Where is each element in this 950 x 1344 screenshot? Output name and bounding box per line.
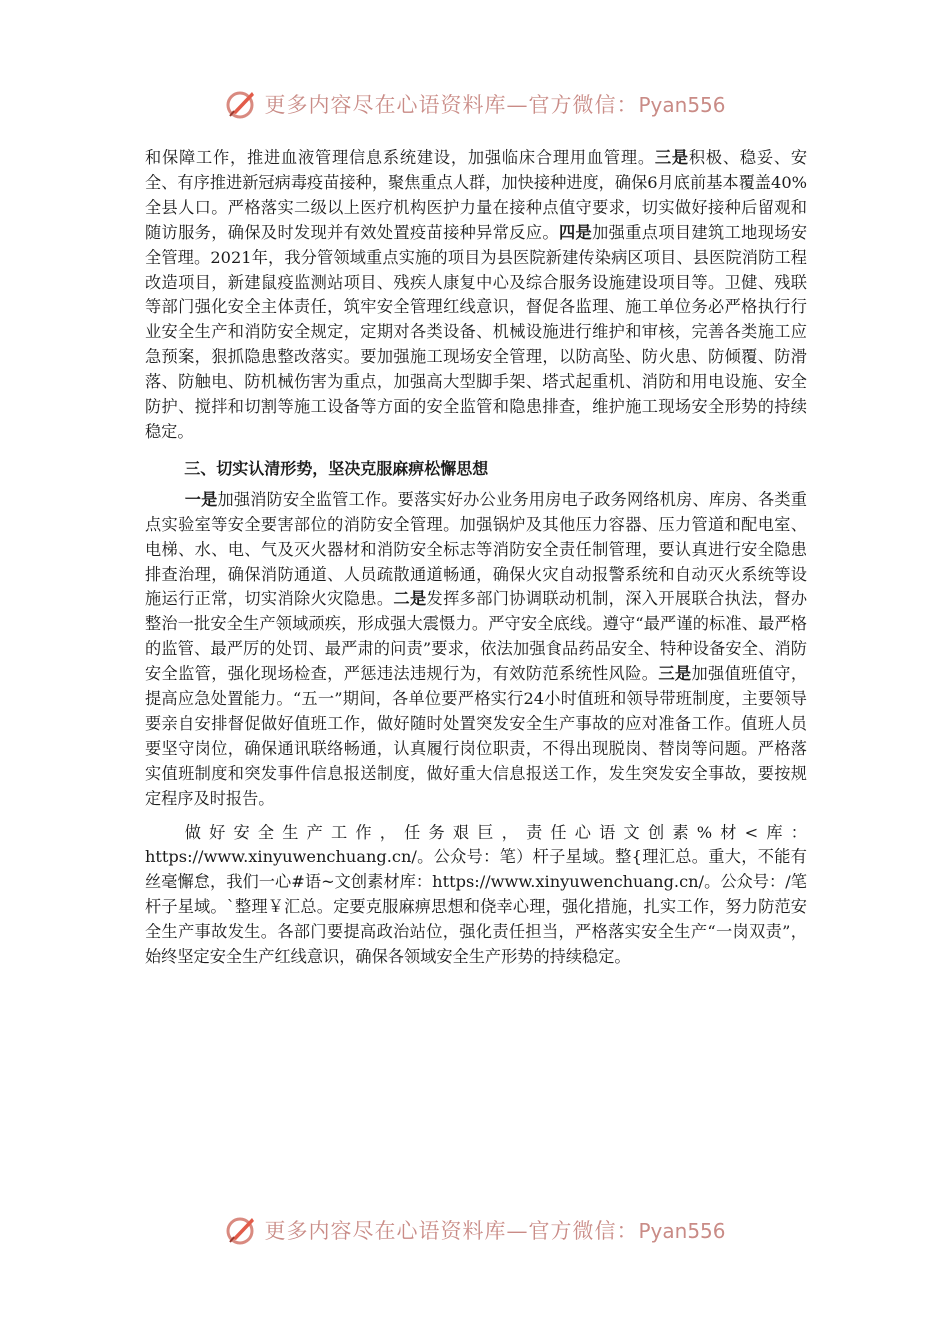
quill-logo-icon (224, 1213, 258, 1247)
section-heading-3: 三、切实认清形势，坚决克服麻痹松懈思想 (184, 458, 489, 478)
paragraph-measures: 一是加强消防安全监管工作。要落实好办公业务用房电子政务网络机房、库房、各类重点实验室等安全要害部位的消防安全管理。加强锅炉及其他压力容器、压力管道和配电室、电梯、水、电、气及灭火器材和消防安全标志等消防安全责任制管理，要认真进行安全隐患排查治理，确保消防通道、人员疏散通道畅通，确保火灾自动报警系统和自动灭火系统等设施运行正常，切实消除火灾隐患。二是发挥多部门协调联动机制，深入开展联合执法，督办整治一批安全生产领域顽疾，形成强大震慑力。严守安全底线。遵守“最严谨的标准、最严格的监管、最严厉的处罚、最严肃的问责”要求，依法加强食品药品安全、特种设备安全、消防安全监管，强化现场检查，严惩违法违规行为，有效防范系统性风险。三是加强值班值守，提高应急处置能力。“五一”期间，各单位要严格实行24小时值班和领导带班制度，主要领导要亲自安排督促做好值班工作，做好随时处置突发安全生产事故的应对准备工作。值班人员要坚守岗位，确保通讯联络畅通，认真履行岗位职责，不得出现脱岗、替岗等问题。严格落实值班制度和突发事件信息报送制度，做好重大信息报送工作，发生突发安全事故，要按规定程序及时报告。 (145, 489, 808, 808)
quill-logo-icon (224, 87, 258, 121)
banner-contact: Pyan556 (638, 93, 726, 117)
paragraph-continued: 和保障工作，推进血液管理信息系统建设，加强临床合理用血管理。三是积极、稳妥、安全、有序推进新冠病毒疫苗接种，聚焦重点人群，加快接种进度，确保6月底前基本覆盖40%全县人口。严格落实二级以上医疗机构医护力量在接种点值守要求，切实做好接种后留观和随访服务，确保及时发现并有效处置疫苗接种异常反应。四是加强重点项目建筑工地现场安全管理。2021年，我分管领域重点实施的项目为县医院新建传染病区项目、县医院消防工程改造项目，新建鼠疫监测站项目、残疾人康复中心及综合服务设施建设项目等。卫健、残联等部门强化安全主体责任，筑牢安全管理红线意识，督促各监理、施工单位务必严格执行行业安全生产和消防安全规定，定期对各类设备、机械设施进行维护和审核，完善各类施工应急预案，狠抓隐患整改落实。要加强施工现场安全管理，以防高坠、防火患、防倾覆、防滑落、防触电、防机械伤害为重点，加强高大型脚手架、塔式起重机、消防和用电设施、安全防护、搅拌和切割等施工设备等方面的安全监管和隐患排查，维护施工现场安全形势的持续稳定。 (145, 148, 808, 441)
banner-text: 更多内容尽在心语资料库—官方微信：Pyan556 (264, 1219, 726, 1243)
banner-text: 更多内容尽在心语资料库—官方微信：Pyan556 (264, 93, 726, 117)
document-body (145, 146, 807, 970)
footer-watermark-banner (0, 1210, 950, 1250)
banner-contact: Pyan556 (638, 1219, 726, 1243)
header-watermark-banner (0, 84, 950, 124)
paragraph-conclusion: 做好安全生产工作，任务艰巨，责任心语文创素%材<库：https://www.xinyuwenchuang.cn/。公众号：笔）杆子星域。整{理汇总。重大，不能有丝毫懈怠，我们一心#语~文创素材库：https://www.xinyuwenchuang.cn/。公众号：/笔杆子星域。`整理￥汇总。定要克服麻痹思想和侥幸心理，强化措施，扎实工作，努力防范安全生产事故发生。各部门要提高政治站位，强化责任担当，严格落实安全生产“一岗双责”，始终坚定安全生产红线意识，确保各领域安全生产形势的持续稳定。 (145, 822, 807, 967)
